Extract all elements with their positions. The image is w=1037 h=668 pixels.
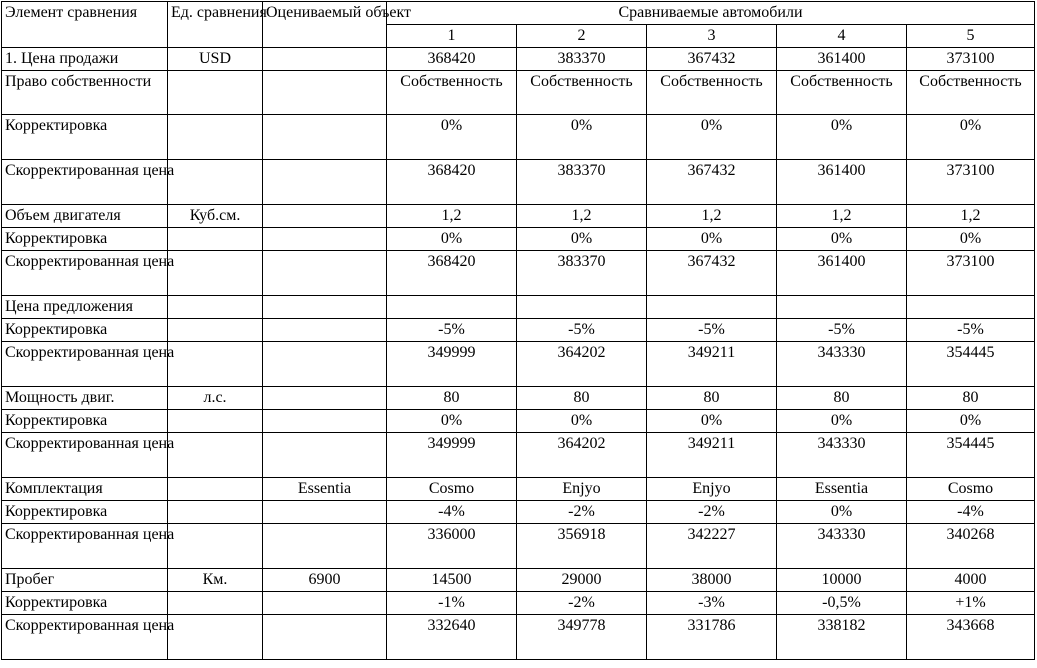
header-car-number: 2 xyxy=(517,25,647,48)
row-label: Скорректированная цена xyxy=(2,615,168,660)
car-value-cell: 0% xyxy=(777,410,907,433)
row-label: Право собственности xyxy=(2,71,168,115)
car-value-cell xyxy=(647,296,777,319)
car-value-cell: -5% xyxy=(517,319,647,342)
row-unit xyxy=(168,319,263,342)
car-value-cell: 383370 xyxy=(517,160,647,205)
car-value-cell: -5% xyxy=(647,319,777,342)
row-subject-value xyxy=(263,71,387,115)
row-unit xyxy=(168,478,263,501)
row-unit xyxy=(168,160,263,205)
car-value-cell: 349999 xyxy=(387,433,517,478)
car-value-cell: 1,2 xyxy=(387,205,517,228)
car-value-cell: 349778 xyxy=(517,615,647,660)
car-value-cell: 1,2 xyxy=(777,205,907,228)
car-value-cell: 364202 xyxy=(517,433,647,478)
table-row xyxy=(2,48,1035,71)
car-value-cell: 383370 xyxy=(517,48,647,71)
row-subject-value xyxy=(263,251,387,296)
car-value-cell: Enjyo xyxy=(647,478,777,501)
header-car-number: 3 xyxy=(647,25,777,48)
table-row xyxy=(2,592,1035,615)
table-row xyxy=(2,160,1035,205)
row-subject-value xyxy=(263,387,387,410)
car-value-cell: 0% xyxy=(517,115,647,160)
car-value-cell: 80 xyxy=(387,387,517,410)
row-unit xyxy=(168,410,263,433)
car-value-cell: 361400 xyxy=(777,48,907,71)
car-value-cell: 349211 xyxy=(647,342,777,387)
row-subject-value xyxy=(263,615,387,660)
car-value-cell: 0% xyxy=(387,228,517,251)
row-unit xyxy=(168,228,263,251)
car-value-cell: 0% xyxy=(647,115,777,160)
row-unit xyxy=(168,71,263,115)
car-value-cell: 361400 xyxy=(777,251,907,296)
car-value-cell: Собственность xyxy=(907,71,1035,115)
table-row xyxy=(2,524,1035,569)
car-value-cell: 373100 xyxy=(907,251,1035,296)
car-value-cell: 342227 xyxy=(647,524,777,569)
table-row xyxy=(2,296,1035,319)
car-value-cell: 80 xyxy=(777,387,907,410)
car-value-cell: Cosmo xyxy=(907,478,1035,501)
car-value-cell: -2% xyxy=(517,592,647,615)
car-value-cell: 383370 xyxy=(517,251,647,296)
car-value-cell: Собственность xyxy=(387,71,517,115)
row-label: Скорректированная цена xyxy=(2,524,168,569)
row-subject-value: 6900 xyxy=(263,569,387,592)
table-body xyxy=(2,48,1035,660)
row-label: Скорректированная цена xyxy=(2,251,168,296)
table-row xyxy=(2,433,1035,478)
car-value-cell: 356918 xyxy=(517,524,647,569)
car-value-cell: 349999 xyxy=(387,342,517,387)
table-row xyxy=(2,342,1035,387)
row-subject-value xyxy=(263,115,387,160)
car-value-cell: 373100 xyxy=(907,160,1035,205)
row-label: Корректировка xyxy=(2,592,168,615)
car-value-cell: 332640 xyxy=(387,615,517,660)
car-value-cell: -5% xyxy=(387,319,517,342)
car-value-cell: 14500 xyxy=(387,569,517,592)
car-value-cell: 367432 xyxy=(647,160,777,205)
row-unit xyxy=(168,251,263,296)
row-unit: Куб.см. xyxy=(168,205,263,228)
table-row xyxy=(2,387,1035,410)
car-value-cell: 0% xyxy=(907,115,1035,160)
table-row xyxy=(2,410,1035,433)
car-value-cell: -0,5% xyxy=(777,592,907,615)
car-value-cell: 1,2 xyxy=(647,205,777,228)
row-subject-value xyxy=(263,228,387,251)
header-element: Элемент сравнения xyxy=(2,2,168,48)
row-unit xyxy=(168,115,263,160)
table-row xyxy=(2,319,1035,342)
row-label: Корректировка xyxy=(2,115,168,160)
car-value-cell xyxy=(517,296,647,319)
car-value-cell: 338182 xyxy=(777,615,907,660)
car-value-cell: 1,2 xyxy=(517,205,647,228)
car-value-cell: 0% xyxy=(517,228,647,251)
row-label: Объем двигателя xyxy=(2,205,168,228)
table-header xyxy=(2,2,1035,48)
table-row xyxy=(2,251,1035,296)
car-value-cell: 343330 xyxy=(777,524,907,569)
row-label: Цена предложения xyxy=(2,296,168,319)
car-value-cell: -4% xyxy=(907,501,1035,524)
row-subject-value xyxy=(263,205,387,228)
comparison-table xyxy=(1,1,1035,660)
header-compared-cars: Сравниваемые автомобили xyxy=(387,2,1035,25)
row-unit xyxy=(168,433,263,478)
car-value-cell: Cosmo xyxy=(387,478,517,501)
row-unit xyxy=(168,342,263,387)
header-car-number: 4 xyxy=(777,25,907,48)
car-value-cell: 349211 xyxy=(647,433,777,478)
table-row xyxy=(2,569,1035,592)
row-unit: л.с. xyxy=(168,387,263,410)
header-car-number: 1 xyxy=(387,25,517,48)
row-label: Скорректированная цена xyxy=(2,160,168,205)
row-subject-value xyxy=(263,160,387,205)
car-value-cell: 1,2 xyxy=(907,205,1035,228)
row-unit xyxy=(168,615,263,660)
car-value-cell: 343330 xyxy=(777,342,907,387)
row-unit: USD xyxy=(168,48,263,71)
car-value-cell: 80 xyxy=(907,387,1035,410)
car-value-cell: -1% xyxy=(387,592,517,615)
row-subject-value xyxy=(263,501,387,524)
row-label: Скорректированная цена xyxy=(2,342,168,387)
car-value-cell: Собственность xyxy=(517,71,647,115)
car-value-cell: 10000 xyxy=(777,569,907,592)
car-value-cell: 0% xyxy=(907,410,1035,433)
row-label: Корректировка xyxy=(2,228,168,251)
car-value-cell: 367432 xyxy=(647,251,777,296)
car-value-cell: 0% xyxy=(387,115,517,160)
header-unit: Ед. сравнения xyxy=(168,2,263,48)
car-value-cell: 336000 xyxy=(387,524,517,569)
car-value-cell: 80 xyxy=(647,387,777,410)
car-value-cell xyxy=(777,296,907,319)
car-value-cell: 29000 xyxy=(517,569,647,592)
car-value-cell: -2% xyxy=(647,501,777,524)
row-subject-value xyxy=(263,433,387,478)
car-value-cell: 368420 xyxy=(387,251,517,296)
car-value-cell: 0% xyxy=(647,410,777,433)
row-label: Корректировка xyxy=(2,319,168,342)
car-value-cell: +1% xyxy=(907,592,1035,615)
car-value-cell: 354445 xyxy=(907,433,1035,478)
header-subject: Оцениваемый объект xyxy=(263,2,387,48)
table-row xyxy=(2,501,1035,524)
row-subject-value xyxy=(263,592,387,615)
car-value-cell: Enjyo xyxy=(517,478,647,501)
row-label: Комплектация xyxy=(2,478,168,501)
car-value-cell: -3% xyxy=(647,592,777,615)
row-subject-value xyxy=(263,48,387,71)
car-value-cell: 354445 xyxy=(907,342,1035,387)
row-label: Скорректированная цена xyxy=(2,433,168,478)
car-value-cell: Собственность xyxy=(777,71,907,115)
row-subject-value xyxy=(263,319,387,342)
table-row xyxy=(2,228,1035,251)
table-row xyxy=(2,71,1035,115)
car-value-cell: 368420 xyxy=(387,48,517,71)
row-label: Корректировка xyxy=(2,501,168,524)
car-value-cell: -2% xyxy=(517,501,647,524)
row-subject-value: Essentia xyxy=(263,478,387,501)
table-row xyxy=(2,205,1035,228)
car-value-cell: 0% xyxy=(907,228,1035,251)
row-unit xyxy=(168,501,263,524)
car-value-cell: 364202 xyxy=(517,342,647,387)
row-subject-value xyxy=(263,296,387,319)
row-label: 1. Цена продажи xyxy=(2,48,168,71)
car-value-cell: -5% xyxy=(777,319,907,342)
table-row xyxy=(2,478,1035,501)
car-value-cell: 373100 xyxy=(907,48,1035,71)
car-value-cell: 343330 xyxy=(777,433,907,478)
car-value-cell: Собственность xyxy=(647,71,777,115)
car-value-cell: 0% xyxy=(387,410,517,433)
row-subject-value xyxy=(263,342,387,387)
car-value-cell: Essentia xyxy=(777,478,907,501)
car-value-cell: 368420 xyxy=(387,160,517,205)
car-value-cell: -5% xyxy=(907,319,1035,342)
row-label: Мощность двиг. xyxy=(2,387,168,410)
car-value-cell: 38000 xyxy=(647,569,777,592)
row-label: Корректировка xyxy=(2,410,168,433)
car-value-cell xyxy=(387,296,517,319)
row-unit xyxy=(168,592,263,615)
car-value-cell: 343668 xyxy=(907,615,1035,660)
table-row xyxy=(2,615,1035,660)
row-unit xyxy=(168,524,263,569)
car-value-cell: 80 xyxy=(517,387,647,410)
car-value-cell: -4% xyxy=(387,501,517,524)
car-value-cell: 0% xyxy=(517,410,647,433)
table-row xyxy=(2,115,1035,160)
car-value-cell: 367432 xyxy=(647,48,777,71)
car-value-cell: 0% xyxy=(777,501,907,524)
row-unit xyxy=(168,296,263,319)
row-subject-value xyxy=(263,410,387,433)
car-value-cell: 4000 xyxy=(907,569,1035,592)
header-car-number: 5 xyxy=(907,25,1035,48)
car-value-cell: 0% xyxy=(777,115,907,160)
car-value-cell: 0% xyxy=(647,228,777,251)
car-value-cell: 0% xyxy=(777,228,907,251)
car-value-cell xyxy=(907,296,1035,319)
car-value-cell: 361400 xyxy=(777,160,907,205)
car-value-cell: 340268 xyxy=(907,524,1035,569)
row-unit: Км. xyxy=(168,569,263,592)
row-subject-value xyxy=(263,524,387,569)
car-value-cell: 331786 xyxy=(647,615,777,660)
row-label: Пробег xyxy=(2,569,168,592)
